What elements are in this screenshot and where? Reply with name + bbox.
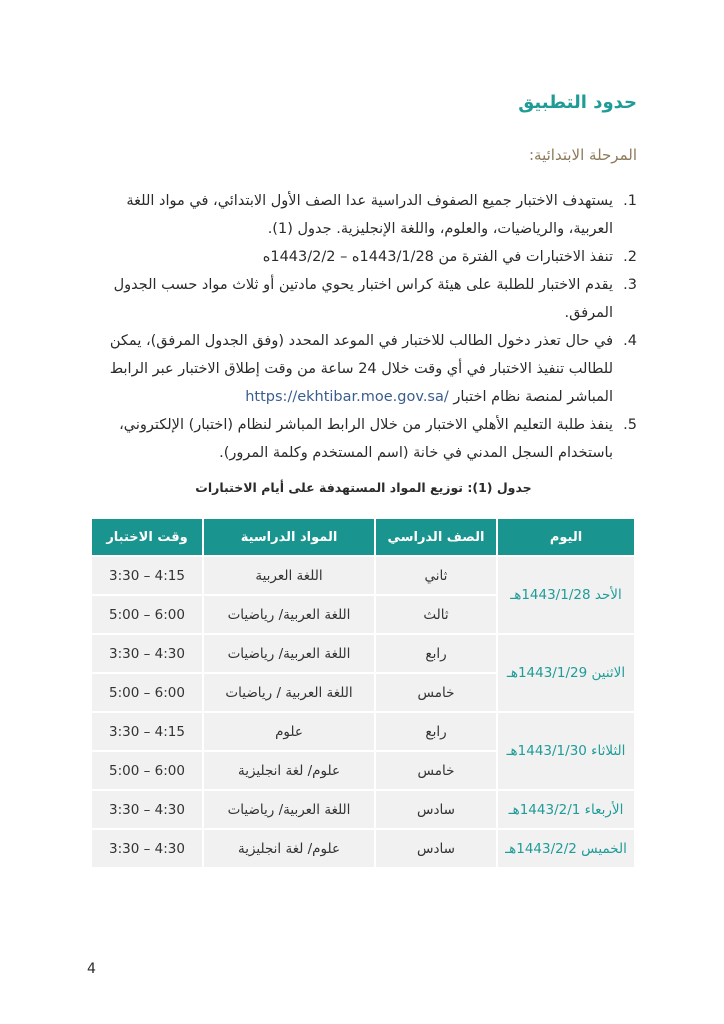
time-cell: 5:00 – 6:00	[92, 596, 202, 633]
subjects-cell: اللغة العربية/ رياضيات	[204, 596, 374, 633]
grade-cell: سادس	[376, 830, 496, 867]
item-number: 4.	[623, 333, 637, 349]
table-row	[92, 791, 634, 828]
header-grade: الصف الدراسي	[376, 519, 496, 555]
subjects-cell: علوم	[204, 713, 374, 750]
subjects-cell: علوم/ لغة انجليزية	[204, 830, 374, 867]
time-cell: 5:00 – 6:00	[92, 674, 202, 711]
day-cell: الثلاثاء 1443/1/30هـ	[498, 713, 634, 789]
numbered-list	[85, 187, 637, 467]
item-text: يستهدف الاختبار جميع الصفوف الدراسية عدا الصف الأول الابتدائي، في مواد اللغة العربية، والرياضيات، والعلوم، واللغة الإنجليزية. جدول (1).	[126, 193, 613, 237]
time-cell: 5:00 – 6:00	[92, 752, 202, 789]
header-subjects: المواد الدراسية	[204, 519, 374, 555]
section-subtitle: المرحلة الابتدائية:	[529, 146, 637, 164]
list-item	[85, 243, 637, 271]
grade-cell: ثالث	[376, 596, 496, 633]
time-cell: 3:30 – 4:15	[92, 713, 202, 750]
subjects-cell: اللغة العربية/ رياضيات	[204, 635, 374, 672]
table-row	[92, 635, 634, 672]
subjects-cell: علوم/ لغة انجليزية	[204, 752, 374, 789]
time-cell: 3:30 – 4:30	[92, 635, 202, 672]
grade-cell: رابع	[376, 635, 496, 672]
list-item	[85, 271, 637, 327]
subjects-cell: اللغة العربية/ رياضيات	[204, 791, 374, 828]
list-item	[85, 411, 637, 467]
list-item	[85, 327, 637, 411]
item-number: 1.	[623, 193, 637, 209]
table-header-row	[92, 519, 634, 555]
item-text: يقدم الاختبار للطلبة على هيئة كراس اختبار يحوي مادتين أو ثلاث مواد حسب الجدول المرفق.	[113, 277, 613, 321]
time-cell: 3:30 – 4:30	[92, 830, 202, 867]
grade-cell: ثاني	[376, 557, 496, 594]
item-number: 3.	[623, 277, 637, 293]
page-number: 4	[87, 961, 96, 977]
header-time: وقت الاختبار	[92, 519, 202, 555]
grade-cell: سادس	[376, 791, 496, 828]
item-text: في حال تعذر دخول الطالب للاختبار في الموعد المحدد (وفق الجدول المرفق)، يمكن للطالب تنفيذ الاختبار في أي وقت خلال 24 ساعة من وقت إطلاق الاختبار عبر الرابط المباشر لمنصة نظام اختبار	[109, 333, 613, 405]
table-row	[92, 830, 634, 867]
grade-cell: رابع	[376, 713, 496, 750]
item-text: ينفذ طلبة التعليم الأهلي الاختبار من خلال الرابط المباشر لنظام (اختبار) الإلكتروني، باستخدام السجل المدني في خانة (اسم المستخدم وكلمة المرور).	[119, 417, 613, 461]
item-text: تنفذ الاختبارات في الفترة من 1443/1/28ه – 1443/2/2ه	[262, 249, 613, 265]
page-title: حدود التطبيق	[518, 92, 637, 113]
schedule-table	[90, 517, 636, 869]
time-cell: 3:30 – 4:15	[92, 557, 202, 594]
item-number: 2.	[623, 249, 637, 265]
day-cell: الخميس 1443/2/2هـ	[498, 830, 634, 867]
grade-cell: خامس	[376, 674, 496, 711]
table-row	[92, 713, 634, 750]
subjects-cell: اللغة العربية / رياضيات	[204, 674, 374, 711]
day-cell: الأربعاء 1443/2/1هـ	[498, 791, 634, 828]
day-cell: الاثنين 1443/1/29هـ	[498, 635, 634, 711]
ekhtibar-link[interactable]: https://ekhtibar.moe.gov.sa/	[245, 389, 449, 405]
table-row	[92, 557, 634, 594]
time-cell: 3:30 – 4:30	[92, 791, 202, 828]
header-day: اليوم	[498, 519, 634, 555]
list-item	[85, 187, 637, 243]
day-cell: الأحد 1443/1/28هـ	[498, 557, 634, 633]
grade-cell: خامس	[376, 752, 496, 789]
table-caption: جدول (1): توزيع المواد المستهدفة على أيام الاختبارات	[195, 480, 532, 495]
subjects-cell: اللغة العربية	[204, 557, 374, 594]
item-number: 5.	[623, 417, 637, 433]
